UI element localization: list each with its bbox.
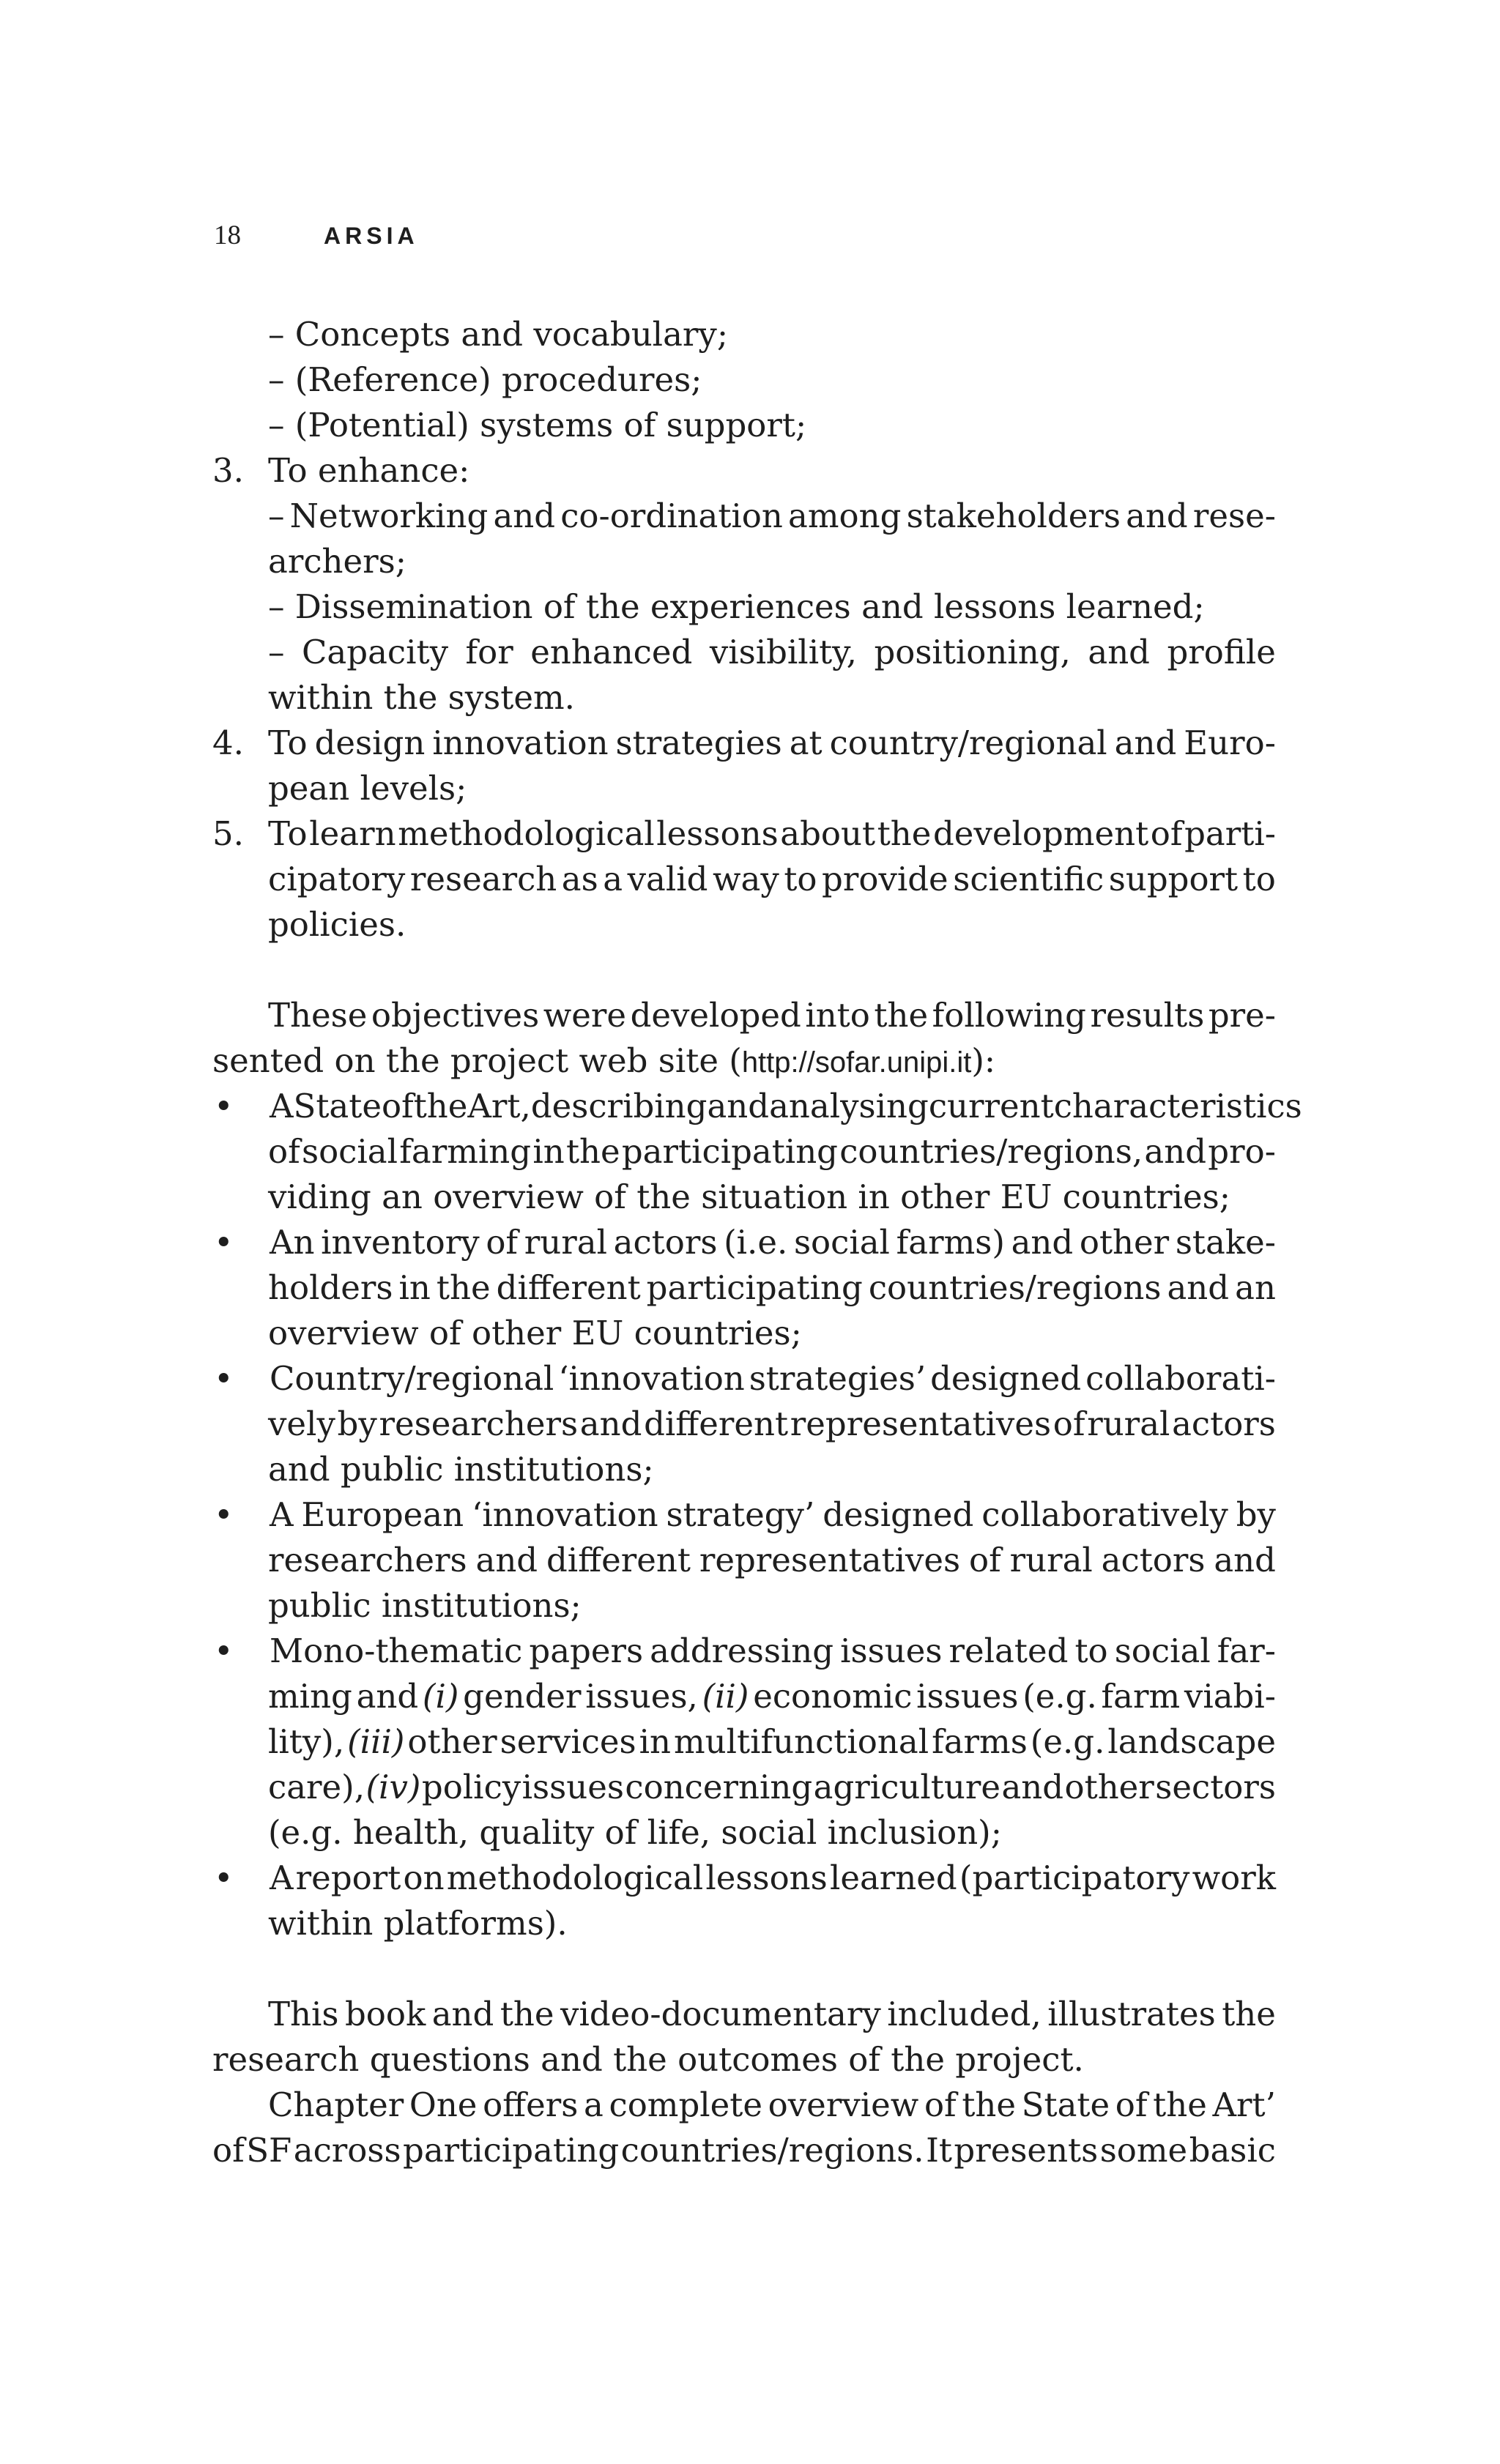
text-line: • A State of the Art, describing and analysing current characteristics [212,1084,1276,1129]
numbered-item [212,448,1276,494]
bullet-item [212,1220,1276,1356]
text-line: researchers and different representatives of rural actors and [268,1541,1276,1579]
numbered-item [212,721,1276,811]
bullet-icon: • [214,1359,234,1398]
text-line: holders in the different participating countries/regions and an [268,1268,1276,1307]
text-line: • A European ‘innovation strategy’ designed collaboratively by [212,1492,1276,1538]
text-line: pean levels; [268,769,467,808]
text-line: • An inventory of rural actors (i.e. social farms) and other stake- [212,1220,1276,1265]
paragraph [212,993,1276,1084]
list-item: – Concepts and vocabulary; [268,315,729,354]
list-item [212,584,1276,630]
project-url-link[interactable]: http://sofar.unipi.it [741,1046,972,1079]
text-line: and public institutions; [268,1450,654,1489]
text-line: – Networking and co-ordination among stakeholders and rese- [268,496,1276,535]
text-line: within platforms). [268,1904,568,1943]
bullet-icon: • [214,1087,234,1125]
bullet-icon: • [214,1631,234,1670]
text-line: • Mono-thematic papers addressing issues related to social far- [212,1629,1276,1674]
text-line: public institutions; [268,1586,582,1625]
bullet-item [212,1084,1302,1220]
text-line: archers; [268,542,406,581]
text-line: (e.g. health, quality of life, social inclusion); [268,1813,1002,1852]
text-line: cipatory research as a valid way to provide scientific support to [268,860,1276,898]
list-item: – (Potential) systems of support; [268,406,807,444]
text-line: sented on the project web site (http://sofar.unipi.it): [212,1041,996,1080]
bullet-item [212,1856,1276,1946]
text-line: 5. To learn methodological lessons about the development of parti- [212,811,1276,857]
item-number: 5. [212,814,244,853]
text-line: Chapter One offers a complete overview of the State of the Art’ [268,2085,1276,2124]
item-label: To enhance: [268,451,470,490]
running-header [214,220,419,264]
paragraph [212,1992,1276,2083]
bullet-item [212,1629,1276,1856]
bullet-icon: • [214,1223,234,1262]
text-line: • A report on methodological lessons learned (participatory work [212,1856,1276,1901]
list-item [212,630,1276,721]
text-line: vely by researchers and different representatives of rural actors [268,1404,1276,1443]
bullet-item [212,1492,1276,1629]
bullet-item [212,1356,1276,1492]
text-line: • Country/regional ‘innovation strategies’ designed collaborati- [212,1356,1276,1402]
list-item: – (Reference) procedures; [268,360,702,399]
text-line: policies. [268,905,406,944]
text-line: These objectives were developed into the following results pre- [268,996,1276,1035]
text-line: This book and the video-documentary included, illustrates the [268,1995,1276,2033]
paragraph [212,2083,1276,2173]
text-line: of social farming in the participating countries/regions, and pro- [268,1132,1276,1171]
text-line: ming and (i) gender issues, (ii) economic issues (e.g. farm viabi- [268,1677,1276,1716]
text-line: lity), (iii) other services in multifunctional farms (e.g. landscape [268,1722,1276,1761]
item-number: 4. [212,723,244,762]
text-line: viding an overview of the situation in other EU countries; [268,1177,1230,1216]
bullet-icon: • [214,1495,234,1534]
list-item [212,494,1276,584]
running-title: ARSIA [324,223,419,249]
body-text [212,312,1302,2173]
text-line: – Dissemination of the experiences and lessons learned; [268,587,1205,626]
bullet-icon: • [214,1858,234,1897]
text-line: within the system. [268,678,575,717]
text-line: overview of other EU countries; [268,1314,802,1352]
numbered-item [212,811,1276,948]
text-line: – Capacity for enhanced visibility, positioning, and profile [268,633,1276,671]
text-line: 4. To design innovation strategies at country/regional and Euro- [212,721,1276,766]
text-line: research questions and the outcomes of the project. [212,2040,1084,2079]
page-number: 18 [214,220,241,250]
text-line: care), (iv) policy issues concerning agriculture and other sectors [268,1768,1276,1806]
item-number: 3. [212,451,244,490]
text-line: of SF across participating countries/regions. It presents some basic [212,2131,1276,2170]
